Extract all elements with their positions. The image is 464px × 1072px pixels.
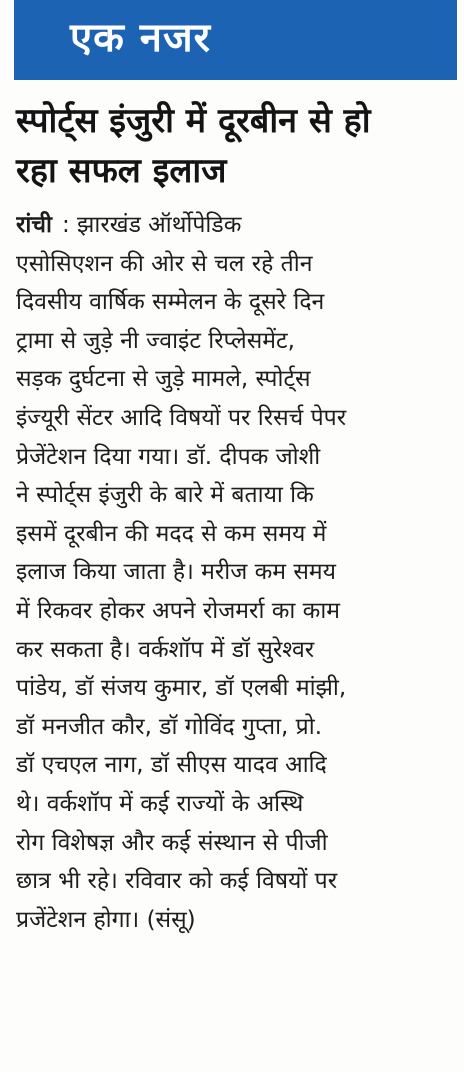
article-line: सड़क दुर्घटना से जुड़े मामले, स्पोर्ट्स (16, 366, 311, 393)
article-line: ने स्पोर्ट्स इंजुरी के बारे में बताया कि (16, 482, 314, 509)
headline-line-2: रहा सफल इलाज (16, 151, 227, 191)
article-body (16, 206, 456, 939)
article-line: थे। वर्कशॉप में कई राज्यों के अस्थि (16, 790, 304, 817)
article-line: रोग विशेषज्ञ और कई संस्थान से पीजी (16, 829, 328, 856)
article-line: ट्रामा से जुड़े नी ज्वाइंट रिप्लेसमेंट, (16, 327, 295, 354)
article-line: दिवसीय वार्षिक सम्मेलन के दूसरे दिन (16, 289, 325, 316)
article-line: प्रजेंटेशन होगा। (संसू) (16, 906, 196, 933)
section-header-title: एक नजर (70, 15, 212, 61)
article-line: कर सकता है। वर्कशॉप में डॉ सुरेश्वर (16, 636, 315, 663)
article-line: इसमें दूरबीन की मदद से कम समय में (16, 520, 327, 547)
article-line: में रिकवर होकर अपने रोजमर्रा का काम (16, 597, 341, 624)
article-first-line-text: : झारखंड ऑर्थोपेडिक (61, 212, 242, 238)
article-line: छात्र भी रहे। रविवार को कई विषयों पर (16, 868, 338, 895)
article-headline (16, 96, 456, 196)
section-header-band (14, 0, 457, 80)
article-dateline: रांची (16, 212, 52, 238)
article-line: इंज्यूरी सेंटर आदि विषयों पर रिसर्च पेपर (16, 404, 347, 431)
article-line: डॉ एचएल नाग, डॉ सीएस यादव आदि (16, 752, 327, 779)
article-line: इलाज किया जाता है। मरीज कम समय (16, 559, 336, 586)
article-line: पांडेय, डॉ संजय कुमार, डॉ एलबी मांझी, (16, 675, 347, 702)
article-line: डॉ मनजीत कौर, डॉ गोविंद गुप्ता, प्रो. (16, 713, 323, 740)
article-line: प्रेजेंटेशन दिया गया। डॉ. दीपक जोशी (16, 443, 321, 470)
headline-line-1: स्पोर्ट्स इंजुरी में दूरबीन से हो (16, 101, 371, 141)
article-line: एसोसिएशन की ओर से चल रहे तीन (16, 250, 313, 277)
article-first-line (16, 206, 456, 245)
